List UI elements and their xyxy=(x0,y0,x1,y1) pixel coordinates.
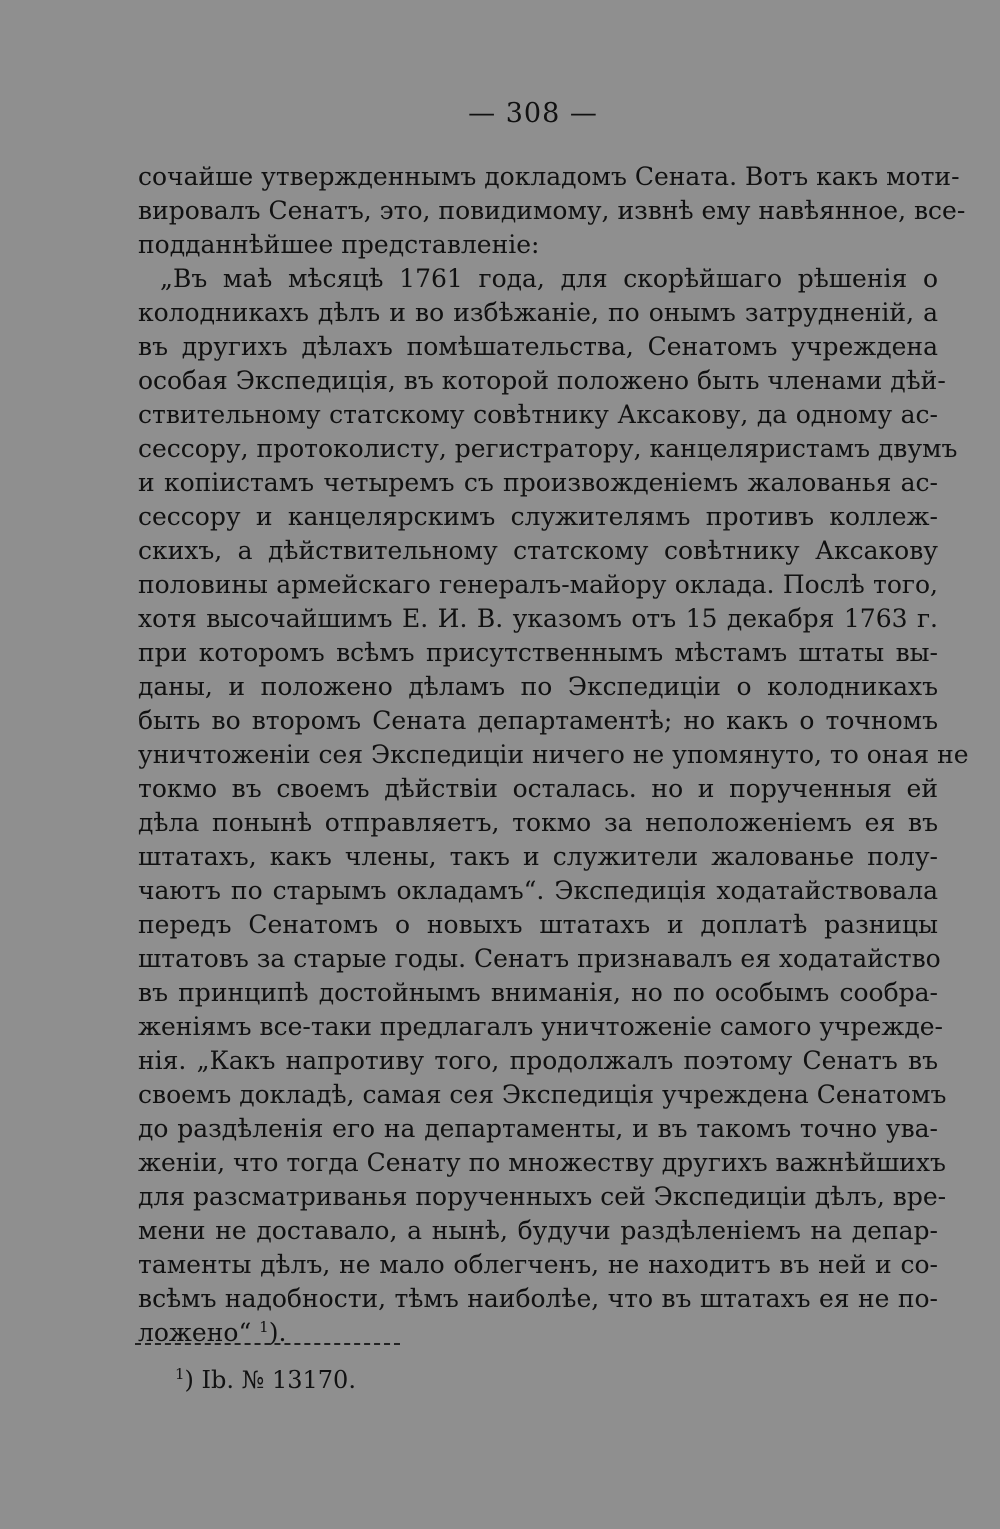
footnote-divider xyxy=(135,1343,400,1345)
last-line-tail: ). xyxy=(268,1318,287,1347)
text-line: дѣла понынѣ отправляетъ, токмо за неположеніемъ ея въ xyxy=(138,808,938,837)
footnote xyxy=(175,1364,356,1396)
text-line: половины армейскаго генералъ-майору оклада. Послѣ того, xyxy=(138,570,938,599)
text-line: въ принципѣ достойнымъ вниманія, но по особымъ сообра- xyxy=(138,978,938,1007)
text-line: мени не доставало, а нынѣ, будучи раздѣленіемъ на депар- xyxy=(138,1216,938,1245)
text-line: для разсматриванья порученныхъ сей Экспедиціи дѣлъ, вре- xyxy=(138,1182,947,1211)
text-line: подданнѣйшее представленіе: xyxy=(138,230,540,259)
footnote-marker: 1 xyxy=(175,1365,185,1383)
text-line: вировалъ Сенатъ, это, повидимому, извнѣ ему навѣянное, все- xyxy=(138,196,966,225)
text-line: штатахъ, какъ члены, такъ и служители жалованье полу- xyxy=(138,842,938,871)
text-line: штатовъ за старые годы. Сенатъ признавалъ ея ходатайство xyxy=(138,944,941,973)
text-line: скихъ, а дѣйствительному статскому совѣтнику Аксакову xyxy=(138,536,938,565)
text-line: и копіистамъ четыремъ съ произвожденіемъ жалованья ас- xyxy=(138,468,938,497)
last-line-text: ложено“ xyxy=(138,1318,260,1347)
text-line: сессору и канцелярскимъ служителямъ противъ коллеж- xyxy=(138,502,938,531)
text-line: нія. „Какъ напротиву того, продолжалъ поэтому Сенатъ въ xyxy=(138,1046,938,1075)
text-line: передъ Сенатомъ о новыхъ штатахъ и доплатѣ разницы xyxy=(138,910,938,939)
main-text xyxy=(138,160,969,1350)
text-line: чаютъ по старымъ окладамъ“. Экспедиція ходатайствовала xyxy=(138,876,938,905)
footnote-text: ) Ib. № 13170. xyxy=(184,1366,356,1394)
footnote-reference[interactable]: 1 xyxy=(259,1318,269,1336)
paragraph-first-line: „Въ маѣ мѣсяцѣ 1761 года, для скорѣйшаго рѣшенія о xyxy=(160,264,938,293)
text-line: уничтоженіи сея Экспедиціи ничего не упомянуто, то оная не xyxy=(138,740,969,769)
text-line: при которомъ всѣмъ присутственнымъ мѣстамъ штаты вы- xyxy=(138,638,938,667)
text-line: особая Экспедиція, въ которой положено быть членами дѣй- xyxy=(138,366,946,395)
text-line: таменты дѣлъ, не мало облегченъ, не находитъ въ ней и со- xyxy=(138,1250,938,1279)
text-line: ствительному статскому совѣтнику Аксакову, да одному ас- xyxy=(138,400,938,429)
text-line: быть во второмъ Сената департаментѣ; но какъ о точномъ xyxy=(138,706,938,735)
text-line: токмо въ своемъ дѣйствіи осталась. но и порученныя ей xyxy=(138,774,938,803)
text-line: хотя высочайшимъ Е. И. В. указомъ отъ 15 декабря 1763 г. xyxy=(138,604,938,633)
text-line: сочайше утвержденнымъ докладомъ Сената. Вотъ какъ моти- xyxy=(138,162,960,191)
text-line: даны, и положено дѣламъ по Экспедиціи о колодникахъ xyxy=(138,672,938,701)
page-number: — 308 — xyxy=(468,98,598,129)
text-line: женіямъ все-таки предлагалъ уничтоженіе самого учрежде- xyxy=(138,1012,943,1041)
text-line: до раздѣленія его на департаменты, и въ такомъ точно ува- xyxy=(138,1114,938,1143)
text-line: всѣмъ надобности, тѣмъ наиболѣе, что въ штатахъ ея не по- xyxy=(138,1284,938,1313)
text-line: своемъ докладѣ, самая сея Экспедиція учреждена Сенатомъ xyxy=(138,1080,947,1109)
text-line: въ другихъ дѣлахъ помѣшательства, Сенатомъ учреждена xyxy=(138,332,938,361)
text-line: женіи, что тогда Сенату по множеству другихъ важнѣйшихъ xyxy=(138,1148,946,1177)
text-line: колодникахъ дѣлъ и во избѣжаніе, по онымъ затрудненій, а xyxy=(138,298,938,327)
text-line: сессору, протоколисту, регистратору, канцеляристамъ двумъ xyxy=(138,434,958,463)
